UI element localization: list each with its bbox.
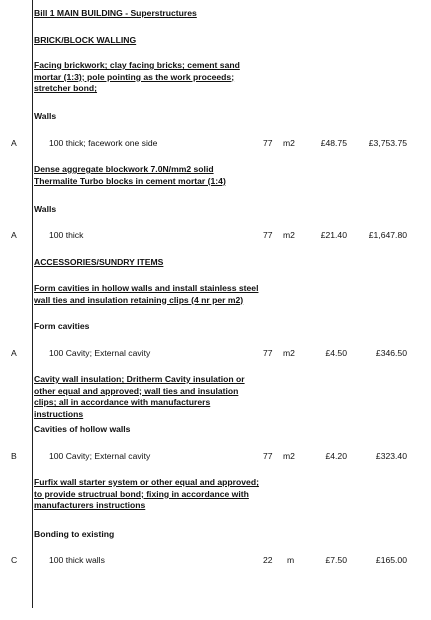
section-heading-accessories: ACCESSORIES/SUNDRY ITEMS xyxy=(34,257,164,267)
item-unit: m2 xyxy=(283,230,295,240)
item-ref: A xyxy=(11,138,17,148)
item-description: 100 thick; facework one side xyxy=(49,138,158,148)
item-quantity: 77 xyxy=(263,451,273,461)
item-description: 100 Cavity; External cavity xyxy=(49,348,151,358)
subheading-walls: Walls xyxy=(34,111,57,121)
item-quantity: 77 xyxy=(263,138,273,148)
item-rate: £21.40 xyxy=(320,230,347,240)
item-quantity: 22 xyxy=(263,555,273,565)
item-rate: £4.50 xyxy=(325,348,347,358)
subheading-form-cavities: Form cavities xyxy=(34,321,90,331)
description-dense-blockwork: Dense aggregate blockwork 7.0N/mm2 solid Thermalite Turbo blocks in cement mortar (1:4) xyxy=(34,164,226,186)
item-total: £3,753.75 xyxy=(368,138,407,148)
item-quantity: 77 xyxy=(263,230,273,240)
description-furfix-wall-starter: Furfix wall starter system or other equal and approved; to provide structrual bond; fixing in accordance with manufacturers instructions xyxy=(34,477,259,510)
description-cavity-wall-insulation: Cavity wall insulation; Dritherm Cavity insulation or other equal and approved; wall ties and insulation clips; all in accordance with manufacturers instructions xyxy=(34,374,245,419)
item-total: £346.50 xyxy=(375,348,407,358)
section-heading-brick-block-walling: BRICK/BLOCK WALLING xyxy=(34,35,137,45)
item-ref: A xyxy=(11,230,17,240)
item-rate: £4.20 xyxy=(325,451,347,461)
item-unit: m2 xyxy=(283,138,295,148)
margin-rule xyxy=(32,0,33,608)
item-total: £323.40 xyxy=(375,451,407,461)
item-ref: A xyxy=(11,348,17,358)
description-facing-brickwork: Facing brickwork; clay facing bricks; cement sand mortar (1:3); pole pointing as the work proceeds; stretcher bond; xyxy=(34,60,240,93)
item-ref: C xyxy=(11,555,18,565)
item-unit: m2 xyxy=(283,451,295,461)
item-rate: £7.50 xyxy=(325,555,347,565)
item-description: 100 thick xyxy=(49,230,84,240)
subheading-bonding-to-existing: Bonding to existing xyxy=(34,529,115,539)
subheading-cavities-of-hollow-walls: Cavities of hollow walls xyxy=(34,424,131,434)
item-quantity: 77 xyxy=(263,348,273,358)
item-unit: m2 xyxy=(283,348,295,358)
description-form-cavities: Form cavities in hollow walls and install stainless steel wall ties and insulation retaining clips (4 nr per m2) xyxy=(34,283,259,305)
item-total: £1,647.80 xyxy=(368,230,407,240)
item-rate: £48.75 xyxy=(320,138,347,148)
item-total: £165.00 xyxy=(375,555,407,565)
bill-title: Bill 1 MAIN BUILDING - Superstructures xyxy=(34,8,197,18)
item-unit: m xyxy=(287,555,295,565)
item-description: 100 thick walls xyxy=(49,555,105,565)
item-ref: B xyxy=(11,451,17,461)
item-description: 100 Cavity; External cavity xyxy=(49,451,151,461)
subheading-walls: Walls xyxy=(34,204,57,214)
